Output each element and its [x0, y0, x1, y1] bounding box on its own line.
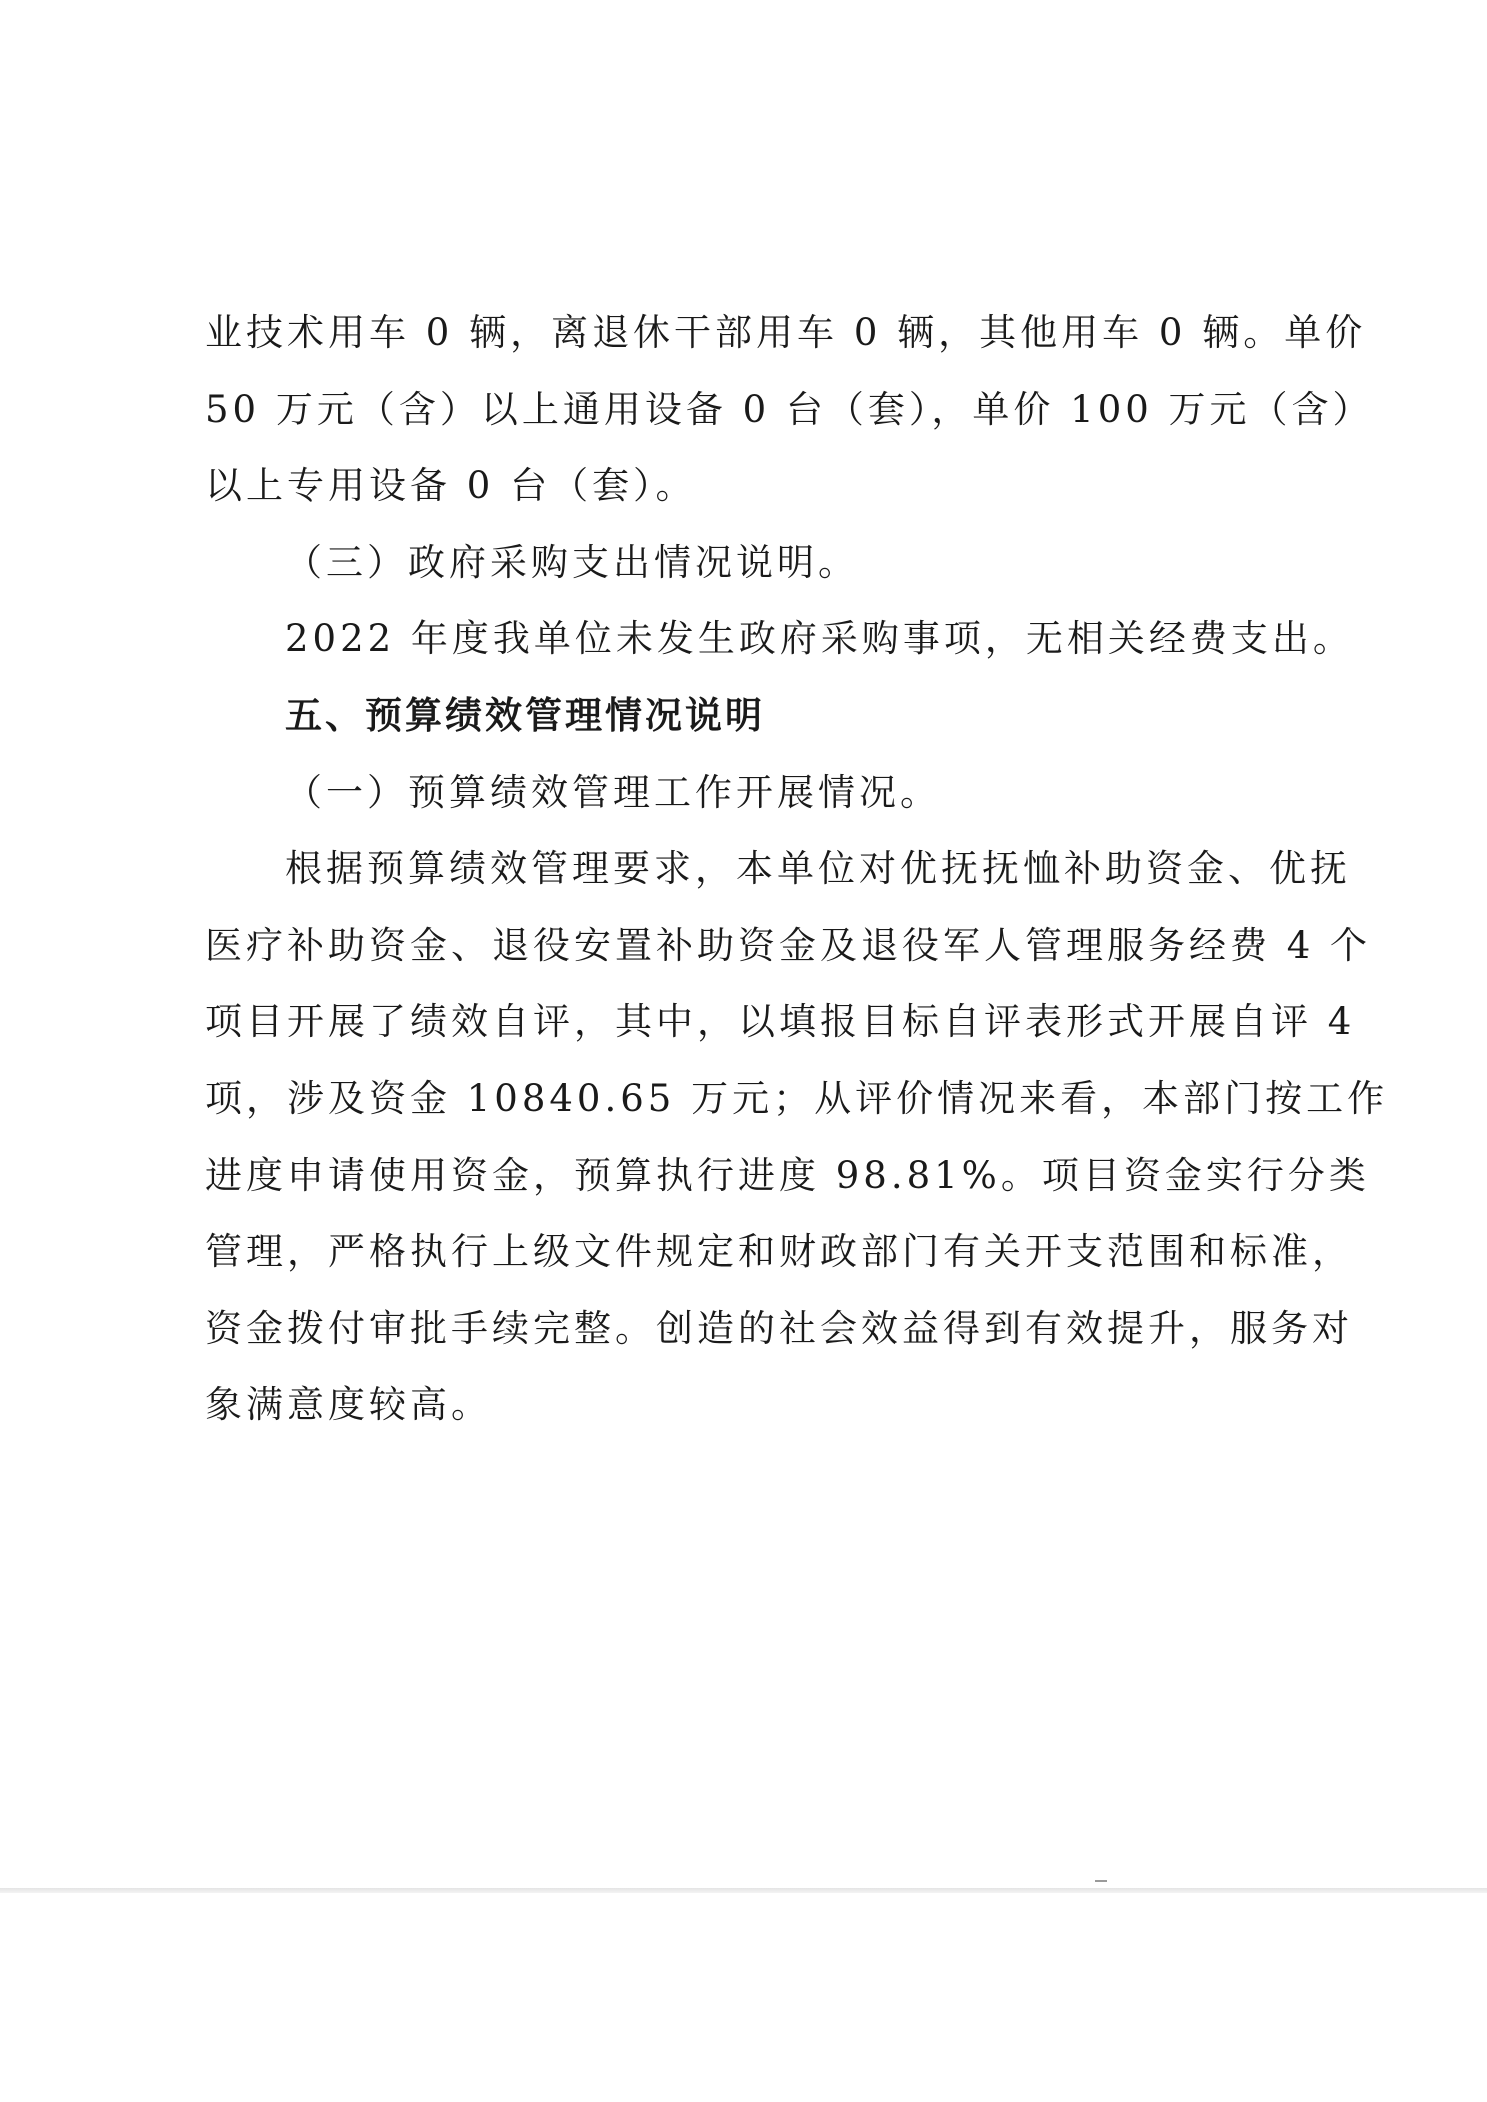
paragraph-line: 进度申请使用资金，预算执行进度 98.81%。项目资金实行分类 [205, 1153, 1370, 1197]
paragraph-line: 以上专用设备 0 台（套）。 [205, 464, 697, 508]
paragraph-line: 项目开展了绩效自评，其中，以填报目标自评表形式开展自评 4 [205, 1000, 1356, 1044]
subsection-heading: （三）政府采购支出情况说明。 [285, 540, 859, 584]
section-heading: 五、预算绩效管理情况说明 [285, 693, 765, 737]
paragraph-line: 根据预算绩效管理要求，本单位对优抚抚恤补助资金、优抚 [285, 847, 1351, 891]
subsection-heading: （一）预算绩效管理工作开展情况。 [285, 770, 941, 814]
paragraph-line: 医疗补助资金、退役安置补助资金及退役军人管理服务经费 4 个 [205, 923, 1372, 967]
paragraph-line: 50 万元（含）以上通用设备 0 台（套），单价 100 万元（含） [205, 387, 1374, 431]
paragraph-line: 管理，严格执行上级文件规定和财政部门有关开支范围和标准， [205, 1230, 1353, 1274]
paragraph-line: 象满意度较高。 [205, 1383, 492, 1427]
body-text [205, 295, 1389, 1444]
paragraph-line: 资金拨付审批手续完整。创造的社会效益得到有效提升，服务对 [205, 1306, 1353, 1350]
paragraph-line: 2022 年度我单位未发生政府采购事项，无相关经费支出。 [285, 617, 1354, 661]
paragraph-line: 项，涉及资金 10840.65 万元；从评价情况来看，本部门按工作 [205, 1076, 1389, 1120]
scan-edge-divider [0, 1888, 1487, 1893]
paragraph-line: 业技术用车 0 辆，离退休干部用车 0 辆，其他用车 0 辆。单价 [205, 311, 1367, 354]
scan-mark [1095, 1880, 1107, 1882]
